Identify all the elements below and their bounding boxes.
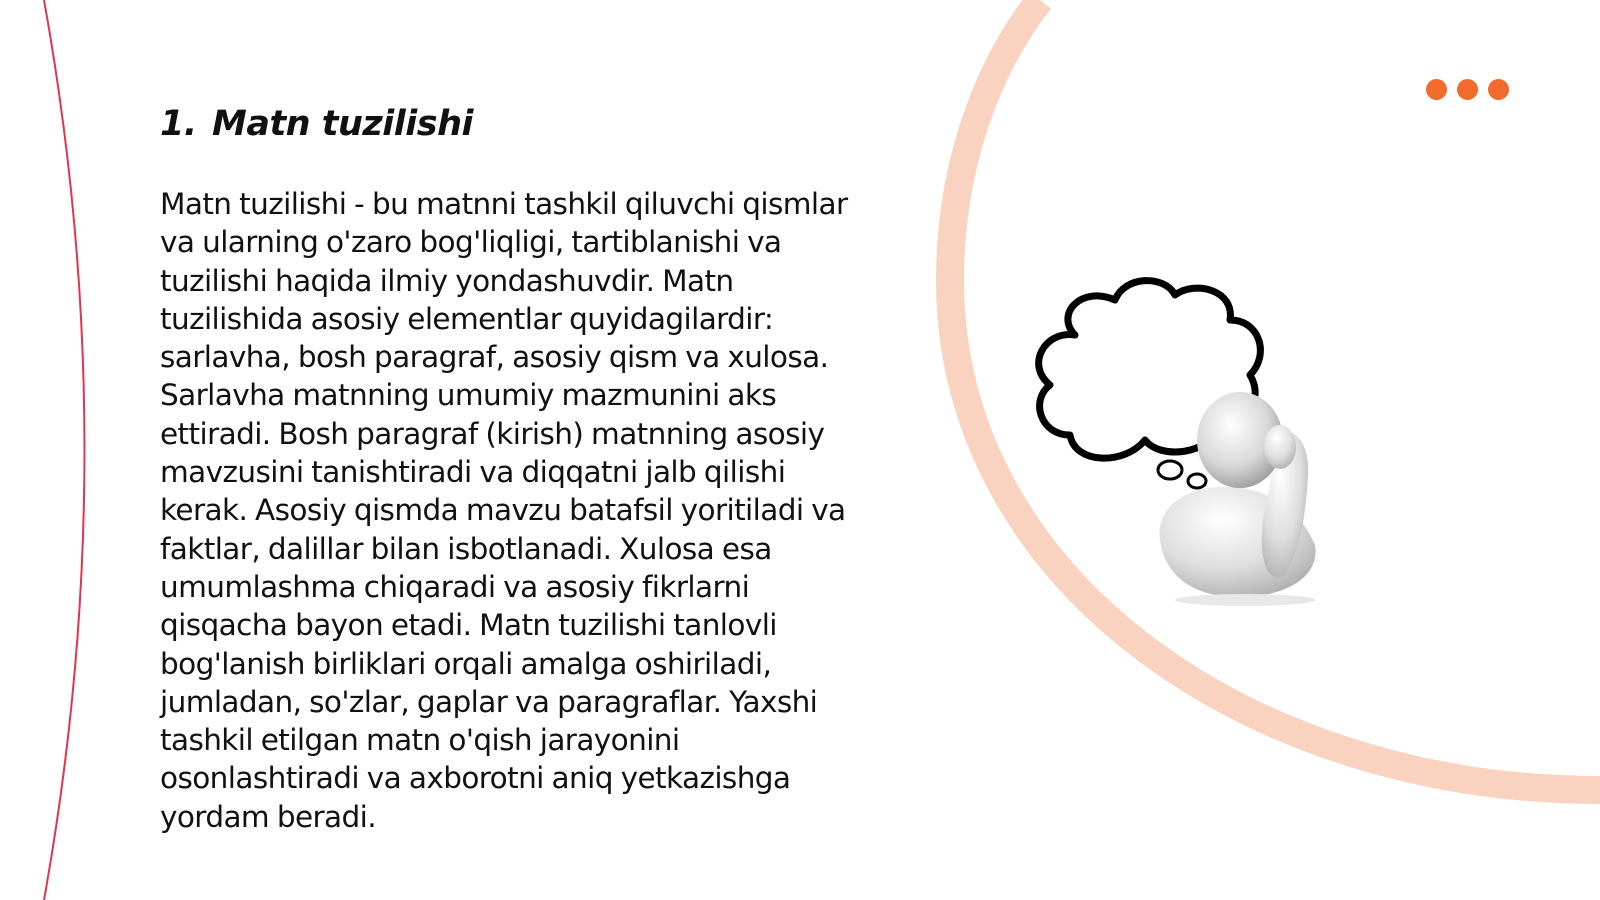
title-number: 1. [160,104,197,144]
thinking-person-icon [1030,275,1350,615]
left-accent-line [44,0,85,900]
body-paragraph: Matn tuzilishi - bu matnni tashkil qiluvchi qismlar va ularning o'zaro bog'liqligi, tartiblanishi va tuzilishi haqida ilmiy yondashuvdir. Matn tuzilishida asosiy elementlar quyidagilardir: sarlavha, bosh paragraf, asosiy qism va xulosa. Sarlavha matnning umumiy mazmunini aks ettiradi. Bosh paragraf (kirish) matnning asosiy mavzusini tanishtiradi va diqqatni jalb qilishi kerak. Asosiy qismda mavzu batafsil yoritiladi va faktlar, dalillar bilan isbotlanadi. Xulosa esa umumlashma chiqaradi va asosiy fikrlarni qisqacha bayon etadi. Matn tuzilishi tanlovli bog'lanish birliklari orqali amalga oshiriladi, jumladan, so'zlar, gaplar va paragraflar. Yaxshi tashkil etilgan matn o'qish jarayonini osonlashtiradi va axborotni aniq yetkazishga yordam beradi. [160,187,848,834]
dot [1426,79,1447,100]
title-text: Matn tuzilishi [212,104,474,144]
dot [1457,79,1478,100]
more-dots-icon [1426,79,1509,100]
slide-title [160,104,473,144]
dot [1488,79,1509,100]
